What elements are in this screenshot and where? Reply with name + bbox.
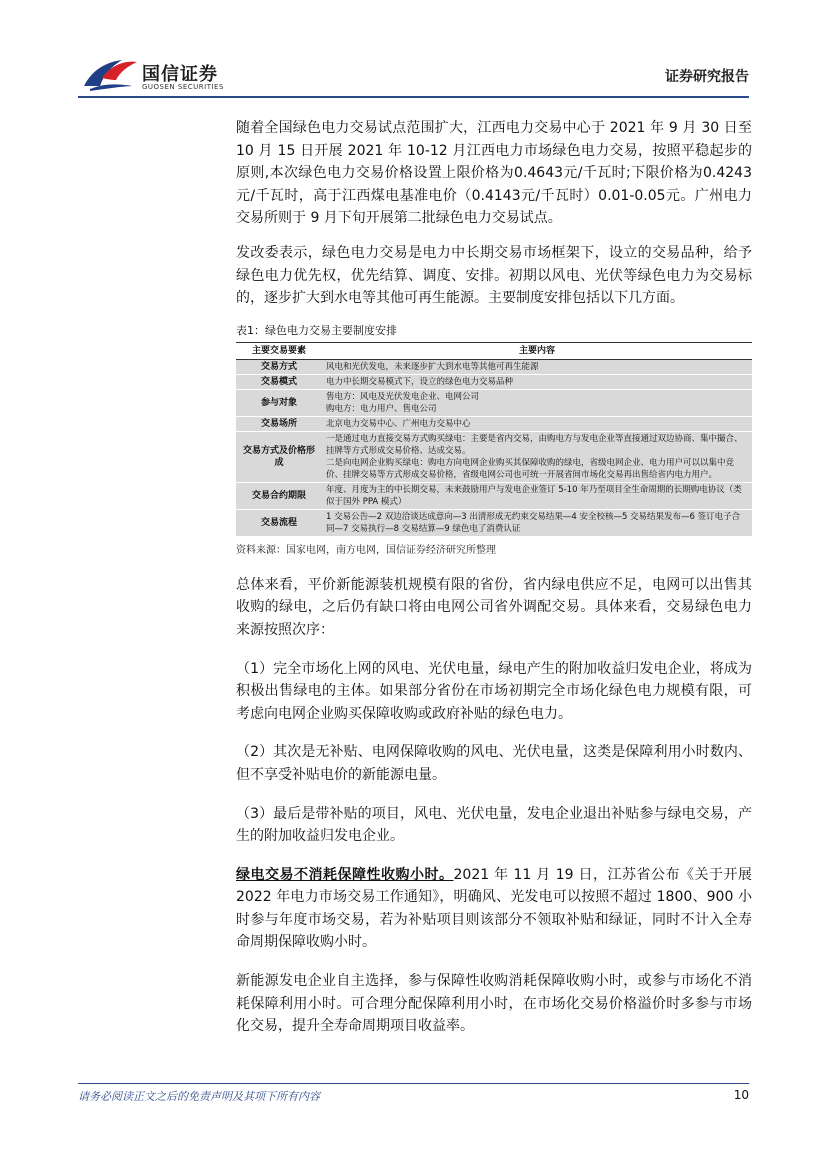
table-cell-line: 电力中长期交易模式下，设立的绿色电力交易品种: [326, 376, 514, 387]
table-row: [236, 374, 752, 389]
table-row: [236, 509, 752, 536]
table-row-key: 交易合约期限: [236, 482, 322, 509]
table-row-key: 交易流程: [236, 509, 322, 536]
table-row: [236, 482, 752, 509]
table-row: [236, 359, 752, 374]
table-cell-line: 风电和光伏发电，未来逐步扩大到水电等其他可再生能源: [326, 361, 539, 372]
table-row: [236, 431, 752, 482]
table-header-key: 主要交易要素: [236, 342, 322, 359]
paragraph-overall-view: 总体来看，平价新能源装机规模有限的省份，省内绿电供应不足，电网可以出售其收购的绿电，之后仍有缺口将由电网公司省外调配交易。具体来看，交易绿色电力来源按照次序：: [236, 576, 752, 638]
report-type-label: 证券研究报告: [665, 69, 749, 85]
table-row-key: 交易场所: [236, 416, 322, 431]
table-row-content: [322, 374, 752, 389]
table-row-key: 交易方式: [236, 359, 322, 374]
paragraph-ndrc-statement: 发改委表示，绿色电力交易是电力中长期交易市场框架下，设立的交易品种，给予绿色电力优先权，优先结算、调度、安排。初期以风电、光伏等绿色电力为交易标的，逐步扩大到水电等其他可再生能源。主要制度安排包括以下几方面。: [236, 244, 752, 307]
report-body: [236, 117, 752, 1054]
paragraph-green-trading-jiangxi: 随着全国绿色电力交易试点范围扩大，江西电力交易中心于 2021 年 9 月 30 日至 10 月 15 日开展 2021 年 10-12 月江西电力市场绿色电力交易，按照平稳起步的原则,本次绿色电力交易价格设置上限价格为0.4643元/千瓦时;下限价格为0.4243元/千瓦时，高于江西煤电基准电价（0.4143元/千瓦时）0.01-0.05元。广州电力交易所则于 9 月下旬开展第二批绿色电力交易试点。: [236, 120, 752, 227]
paragraph-jiangsu-notice: [236, 864, 752, 954]
table-row-content: [322, 359, 752, 374]
table-row-content: [322, 389, 752, 416]
table-row: [236, 389, 752, 416]
table-row-key: 交易模式: [236, 374, 322, 389]
paragraph-jiangsu-text: 2021 年 11 月 19 日，江苏省公布《关于开展 2022 年电力市场交易工作通知》，明确风、光发电可以按照不超过 1800、900 小时参与年度市场交易，若为补贴项目则该部分不领取补贴和绿证，同时不计入全寿命周期保障收购小时。: [236, 866, 752, 951]
table-header-content: 主要内容: [322, 342, 752, 359]
paragraph-lead-heading: 绿电交易不消耗保障性收购小时。: [236, 866, 454, 883]
table-cell-line: 二是向电网企业购买绿电：购电方向电网企业购买其保障收购的绿电，省级电网企业、电力用户可以以集中竞价、挂牌交易等方式形成交易价格，省级电网公司也可统一开展省间市场化交易再出售给省内电力用户。: [326, 457, 735, 480]
paragraph-source-1: （1）完全市场化上网的风电、光伏电量，绿电产生的附加收益归发电企业，将成为积极出售绿电的主体。如果部分省份在市场初期完全市场化绿色电力规模有限，可考虑向电网企业购买保障收购或政府补贴的绿色电力。: [236, 660, 752, 722]
footer-divider: [78, 1083, 749, 1084]
logo-name-cn: 国信证券: [142, 64, 218, 85]
guosen-logo: [82, 56, 232, 96]
table-row-content: [322, 416, 752, 431]
table-cell-line: 年度、月度为主的中长期交易，未来鼓励用户与发电企业签订 5-10 年乃至项目全生命周期的长期购电协议（类似于国外 PPA 模式）: [326, 484, 742, 507]
institution-table: [236, 342, 752, 537]
table-row-key: 参与对象: [236, 389, 322, 416]
table-row-content: [322, 431, 752, 482]
table-row-key: 交易方式及价格形成: [236, 431, 322, 482]
table-cell-line: 购电方：电力用户、售电公司: [326, 403, 437, 414]
table-cell-line: 1 交易公告—2 双边洽谈达成意向—3 出清形成无约束交易结果—4 安全校核—5 交易结果发布—6 签订电子合同—7 交易执行—8 交易结算—9 绿色电了消费认证: [326, 511, 741, 534]
table-row-content: [322, 509, 752, 536]
table-row: [236, 416, 752, 431]
table-source-note: 资料来源：国家电网，南方电网，国信证券经济研究所整理: [236, 544, 496, 556]
table-header-row: [236, 342, 752, 359]
paragraph-enterprise-choice: 新能源发电企业自主选择，参与保障性收购消耗保障收购小时，或参与市场化不消耗保障利用小时。可合理分配保障利用小时，在市场化交易价格溢价时多参与市场化交易，提升全寿命周期项目收益率。: [236, 973, 752, 1035]
logo-name-en: GUOSEN SECURITIES: [142, 83, 224, 91]
paragraph-source-2: （2）其次是无补贴、电网保障收购的风电、光伏电量，这类是保障利用小时数内、但不享受补贴电价的新能源电量。: [236, 744, 752, 783]
table-cell-line: 北京电力交易中心、广州电力交易中心: [326, 418, 471, 429]
footer-disclaimer: 请务必阅读正文之后的免责声明及其项下所有内容: [78, 1090, 320, 1103]
table-cell-line: 一是通过电力直接交易方式购买绿电：主要是省内交易，由购电方与发电企业等直接通过双边协商、集中撮合、挂牌等方式形成交易价格、达成交易。: [326, 433, 743, 456]
page-number: 10: [733, 1088, 749, 1102]
table-cell-line: 售电方：风电及光伏发电企业、电网公司: [326, 391, 480, 402]
guosen-logo-mark-icon: [82, 56, 138, 92]
paragraph-source-3: （3）最后是带补贴的项目，风电、光伏电量，发电企业退出补贴参与绿电交易，产生的附加收益归发电企业。: [236, 805, 752, 845]
table-caption: 表1：绿色电力交易主要制度安排: [236, 323, 397, 337]
header-divider: [78, 96, 749, 98]
page-header: [0, 0, 827, 100]
table-row-content: [322, 482, 752, 509]
